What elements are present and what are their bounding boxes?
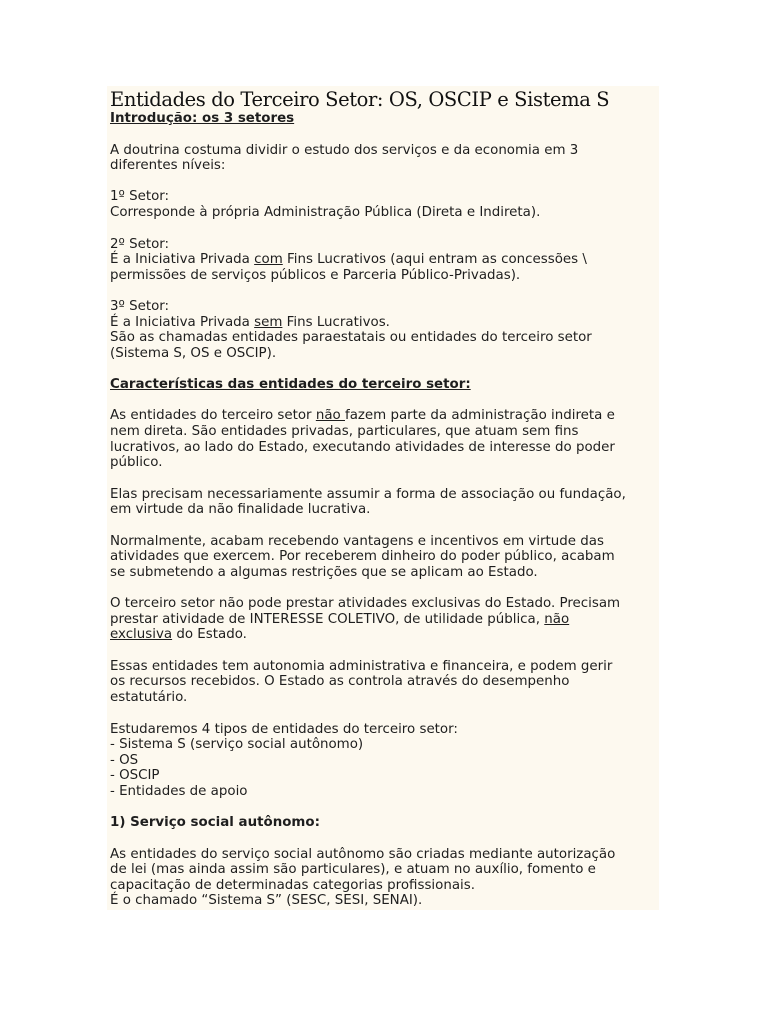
underlined-word-com: com: [254, 252, 283, 267]
para-6-line-3: capacitação de determinadas categorias profissionais.: [110, 878, 475, 893]
sector-1-label: 1º Setor:: [110, 189, 170, 204]
text-run: Fins Lucrativos (aqui entram as concessões \: [282, 252, 587, 267]
text-run: do Estado.: [172, 627, 247, 642]
sector-1-text: Corresponde à própria Administração Pública (Direta e Indireta).: [110, 205, 541, 220]
intro-heading: Introdução: os 3 setores: [110, 111, 295, 126]
para-1-line-3: lucrativos, ao lado do Estado, executando atividades de interesse do poder: [110, 440, 615, 455]
sector-2-label: 2º Setor:: [110, 237, 170, 252]
type-item-os: - OS: [110, 753, 139, 768]
type-item-entidades-de-apoio: - Entidades de apoio: [110, 784, 248, 799]
type-item-sistema-s: - Sistema S (serviço social autônomo): [110, 737, 364, 752]
para-2-line-2: em virtude da não finalidade lucrativa.: [110, 502, 371, 517]
para-1-line-1: [110, 408, 615, 424]
para-6-line-1: As entidades do serviço social autônomo são criadas mediante autorização: [110, 847, 616, 862]
text-run: fazem parte da administração indireta e: [344, 408, 615, 423]
para-6-line-2: de lei (mas ainda assim são particulares), e atuam no auxílio, fomento e: [110, 862, 596, 877]
sector-2-line-1: [110, 252, 587, 268]
para-3-line-3: se submetendo a algumas restrições que se aplicam ao Estado.: [110, 565, 538, 580]
para-5-line-3: estatutário.: [110, 690, 188, 705]
sector-3-line-2: São as chamadas entidades paraestatais ou entidades do terceiro setor: [110, 330, 592, 345]
para-4-line-3: [110, 627, 247, 643]
text-run: prestar atividade de INTERESSE COLETIVO, de utilidade pública,: [110, 612, 545, 627]
sector-2-line-2: permissões de serviços públicos e Parceria Público-Privadas).: [110, 268, 521, 283]
document-title: Entidades do Terceiro Setor: OS, OSCIP e Sistema S: [110, 88, 610, 111]
para-1-line-4: público.: [110, 455, 163, 470]
text-run: As entidades do terceiro setor: [110, 408, 316, 423]
underlined-word-nao: não: [315, 408, 345, 423]
para-3-line-2: atividades que exercem. Por receberem dinheiro do poder público, acabam: [110, 549, 615, 564]
type-item-oscip: - OSCIP: [110, 768, 160, 783]
underlined-word-nao: não: [544, 612, 570, 627]
types-intro: Estudaremos 4 tipos de entidades do terceiro setor:: [110, 722, 458, 737]
text-run: É a Iniciativa Privada: [110, 315, 255, 330]
para-3-line-1: Normalmente, acabam recebendo vantagens e incentivos em virtude das: [110, 534, 604, 549]
underlined-word-sem: sem: [254, 315, 283, 330]
intro-line-2: diferentes níveis:: [110, 158, 226, 173]
para-6-line-4: É o chamado “Sistema S” (SESC, SESI, SENAI).: [110, 893, 423, 908]
sector-3-line-3: (Sistema S, OS e OSCIP).: [110, 346, 277, 361]
sector-3-label: 3º Setor:: [110, 299, 170, 314]
servico-social-heading: 1) Serviço social autônomo:: [110, 815, 320, 830]
underlined-word-exclusiva: exclusiva: [110, 627, 173, 642]
para-5-line-1: Essas entidades tem autonomia administrativa e financeira, e podem gerir: [110, 659, 613, 674]
intro-line-1: A doutrina costuma dividir o estudo dos serviços e da economia em 3: [110, 143, 579, 158]
characteristics-heading: Características das entidades do terceiro setor:: [110, 377, 471, 392]
text-run: É a Iniciativa Privada: [110, 252, 255, 267]
sector-3-line-1: [110, 315, 390, 331]
para-4-line-2: [110, 612, 569, 628]
para-1-line-2: nem direta. São entidades privadas, particulares, que atuam sem fins: [110, 424, 579, 439]
para-4-line-1: O terceiro setor não pode prestar atividades exclusivas do Estado. Precisam: [110, 596, 621, 611]
para-2-line-1: Elas precisam necessariamente assumir a forma de associação ou fundação,: [110, 487, 626, 502]
text-run: Fins Lucrativos.: [282, 315, 390, 330]
para-5-line-2: os recursos recebidos. O Estado as controla através do desempenho: [110, 674, 570, 689]
